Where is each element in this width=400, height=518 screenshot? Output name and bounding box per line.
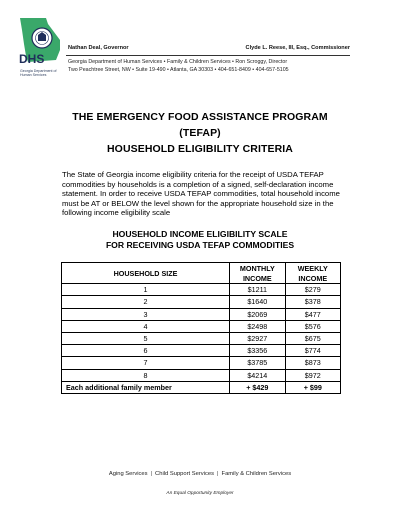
household-size-cell: 5 bbox=[62, 332, 230, 344]
header-weekly-income: WEEKLY INCOME bbox=[285, 263, 340, 284]
governor-name: Nathan Deal, Governor bbox=[68, 45, 129, 51]
footer-separator: | bbox=[217, 471, 219, 477]
weekly-income-cell: $279 bbox=[285, 284, 340, 296]
monthly-income-cell: $3356 bbox=[230, 345, 286, 357]
georgia-seal-icon bbox=[16, 16, 66, 68]
monthly-income-cell: $1211 bbox=[230, 284, 286, 296]
additional-member-row bbox=[62, 381, 341, 393]
household-size-cell: 6 bbox=[62, 345, 230, 357]
household-size-cell: 8 bbox=[62, 369, 230, 381]
table-row bbox=[62, 369, 341, 381]
weekly-income-cell: $378 bbox=[285, 296, 340, 308]
intro-paragraph: The State of Georgia income eligibility criteria for the receipt of USDA TEFAP commodities by households is a completion of a signed, self-declaration income statement. In order to receive USDA TEFAP commodities, total household income must be AT or BELOW the level shown for the appropriate household size in the following income eligibility scale bbox=[62, 170, 340, 218]
weekly-income-cell: $675 bbox=[285, 332, 340, 344]
household-size-cell: 2 bbox=[62, 296, 230, 308]
footer-item-child-support: Child Support Services bbox=[155, 471, 215, 477]
letterhead-rule bbox=[66, 55, 350, 56]
monthly-income-cell: $1640 bbox=[230, 296, 286, 308]
logo-caption: Georgia Department of Human Services bbox=[20, 69, 57, 77]
footer-item-aging-services: Aging Services bbox=[108, 471, 148, 477]
table-row bbox=[62, 284, 341, 296]
weekly-income-cell: $873 bbox=[285, 357, 340, 369]
table-row bbox=[62, 345, 341, 357]
weekly-income-cell: $774 bbox=[285, 345, 340, 357]
table-row bbox=[62, 320, 341, 332]
monthly-income-cell: $2069 bbox=[230, 308, 286, 320]
additional-monthly-cell: + $429 bbox=[230, 381, 286, 393]
table-row bbox=[62, 357, 341, 369]
income-eligibility-table bbox=[61, 262, 341, 394]
additional-member-label: Each additional family member bbox=[62, 381, 230, 393]
document-title-line-3: HOUSEHOLD ELIGIBILITY CRITERIA bbox=[107, 143, 293, 155]
equal-opportunity-statement: An Equal Opportunity Employer bbox=[166, 491, 234, 496]
footer-separator: | bbox=[150, 471, 153, 477]
scale-heading-1: HOUSEHOLD INCOME ELIGIBILITY SCALE bbox=[112, 229, 288, 239]
table-row bbox=[62, 332, 341, 344]
footer-item-family-children: Family & Children Services bbox=[221, 471, 292, 477]
weekly-income-cell: $972 bbox=[285, 369, 340, 381]
document-title-line-2: (TEFAP) bbox=[179, 127, 221, 139]
monthly-income-cell: $4214 bbox=[230, 369, 286, 381]
monthly-income-cell: $2498 bbox=[230, 320, 286, 332]
commissioner-name: Clyde L. Reese, III, Esq., Commissioner bbox=[245, 45, 350, 51]
address-line-1: Georgia Department of Human Services • Family & Children Services • Ron Scroggy, Director bbox=[68, 59, 288, 65]
monthly-income-cell: $2927 bbox=[230, 332, 286, 344]
header-household-size: HOUSEHOLD SIZE bbox=[62, 263, 230, 284]
header-monthly-income: MONTHLY INCOME bbox=[230, 263, 286, 284]
document-title-line-1: THE EMERGENCY FOOD ASSISTANCE PROGRAM bbox=[72, 111, 328, 123]
table-row bbox=[62, 296, 341, 308]
monthly-income-cell: $3785 bbox=[230, 357, 286, 369]
weekly-income-cell: $477 bbox=[285, 308, 340, 320]
dhs-logo bbox=[16, 16, 66, 82]
footer-services bbox=[0, 471, 400, 477]
household-size-cell: 1 bbox=[62, 284, 230, 296]
address-line-2: Two Peachtree Street, NW • Suite 19-490 • Atlanta, GA 30303 • 404-651-8409 • 404-657-5105 bbox=[68, 67, 289, 73]
household-size-cell: 4 bbox=[62, 320, 230, 332]
household-size-cell: 7 bbox=[62, 357, 230, 369]
logo-initials: DHS bbox=[19, 52, 45, 66]
table-row bbox=[62, 308, 341, 320]
household-size-cell: 3 bbox=[62, 308, 230, 320]
table-header-row bbox=[62, 263, 341, 284]
scale-heading-2: FOR RECEIVING USDA TEFAP COMMODITIES bbox=[105, 240, 295, 250]
weekly-income-cell: $576 bbox=[285, 320, 340, 332]
additional-weekly-cell: + $99 bbox=[285, 381, 340, 393]
